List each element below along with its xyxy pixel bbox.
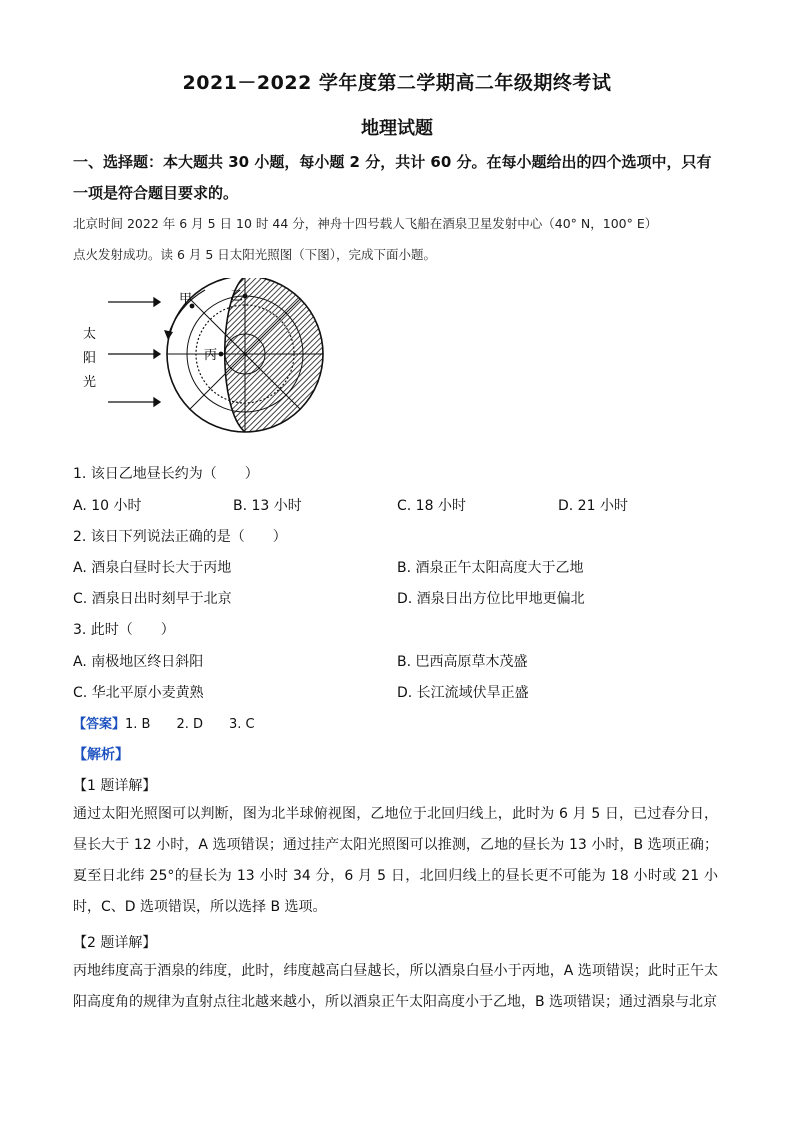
analysis-tag: 【解析】 [73,747,129,763]
sunlight-diagram [80,278,330,442]
question-1-option-c: C. 18 小时 [397,498,466,514]
answer-tag: 【答案】 [73,717,126,732]
question-1-option-b: B. 13 小时 [233,498,302,514]
sun-label-2: 阳 [83,351,97,366]
sun-label-1: 太 [83,327,97,342]
question-3-option-a: A. 南极地区终日斜阳 [73,654,204,670]
point-jia-label: 甲 [179,292,193,307]
question-2-option-c: C. 酒泉日出时刻早于北京 [73,591,232,607]
q2-detail-text: 丙地纬度高于酒泉的纬度，此时，纬度越高白昼越长，所以酒泉白昼小于丙地，A 选项错误；此时正午太阳高度角的规律为直射点往北越来越小，所以酒泉正午太阳高度小于乙地，B 选项错误；通过酒泉与北京 [73,963,718,1010]
sun-arrows [108,298,160,406]
intro-line-2: 点火发射成功。读 6 月 5 日太阳光照图（下图），完成下面小题。 [73,247,437,262]
q2-detail-heading: 【2 题详解】 [73,935,157,951]
question-2-option-b: B. 酒泉正午太阳高度大于乙地 [397,560,584,576]
point-yi-label: 乙 [230,289,244,304]
question-2-option-d: D. 酒泉日出方位比甲地更偏北 [397,591,585,607]
exam-title: 2021－2022 学年度第二学期高二年级期终考试 [182,72,612,94]
question-1-option-d: D. 21 小时 [558,498,628,514]
question-2-option-a: A. 酒泉白昼时长大于丙地 [73,560,232,576]
exam-subtitle: 地理试题 [361,118,433,139]
answer-line [73,713,255,732]
intro-line-1: 北京时间 2022 年 6 月 5 日 10 时 44 分，神舟十四号载人飞船在酒泉卫星发射中心（40° N，100° E） [73,216,658,231]
question-3-option-d: D. 长江流域伏旱正盛 [397,685,529,701]
sunlight-diagram-svg [80,278,330,438]
point-yi-dot [243,294,248,299]
sun-label-3: 光 [83,375,97,390]
question-1-option-a: A. 10 小时 [73,498,142,514]
q1-detail-text: 通过太阳光照图可以判断，图为北半球俯视图，乙地位于北回归线上，此时为 6 月 5 日，已过春分日，昼长大于 12 小时，A 选项错误；通过挂产太阳光照图可以推测，乙地的昼长为 13 小时，B 选项正确；夏至日北纬 25°的昼长为 13 小时 34 分，6 月 5 日，北回归线上的昼长更不可能为 18 小时或 21 小时，C、D 选项错误，所以选择 B 选项。 [73,806,718,915]
point-bing-label: 丙 [204,348,218,363]
section-heading: 一、选择题：本大题共 30 小题，每小题 2 分，共计 60 分。在每小题给出的四个选项中，只有一项是符合题目要求的。 [73,153,712,202]
answer-values: 1. B 2. D 3. C [125,717,255,732]
question-1-stem: 1. 该日乙地昼长约为（ ） [73,466,259,482]
question-3-stem: 3. 此时（ ） [73,622,175,638]
question-2-stem: 2. 该日下列说法正确的是（ ） [73,529,287,545]
q1-detail-heading: 【1 题详解】 [73,778,157,794]
question-3-option-b: B. 巴西高原草木茂盛 [397,654,528,670]
point-bing-dot [219,352,224,357]
question-3-option-c: C. 华北平原小麦黄熟 [73,685,204,701]
